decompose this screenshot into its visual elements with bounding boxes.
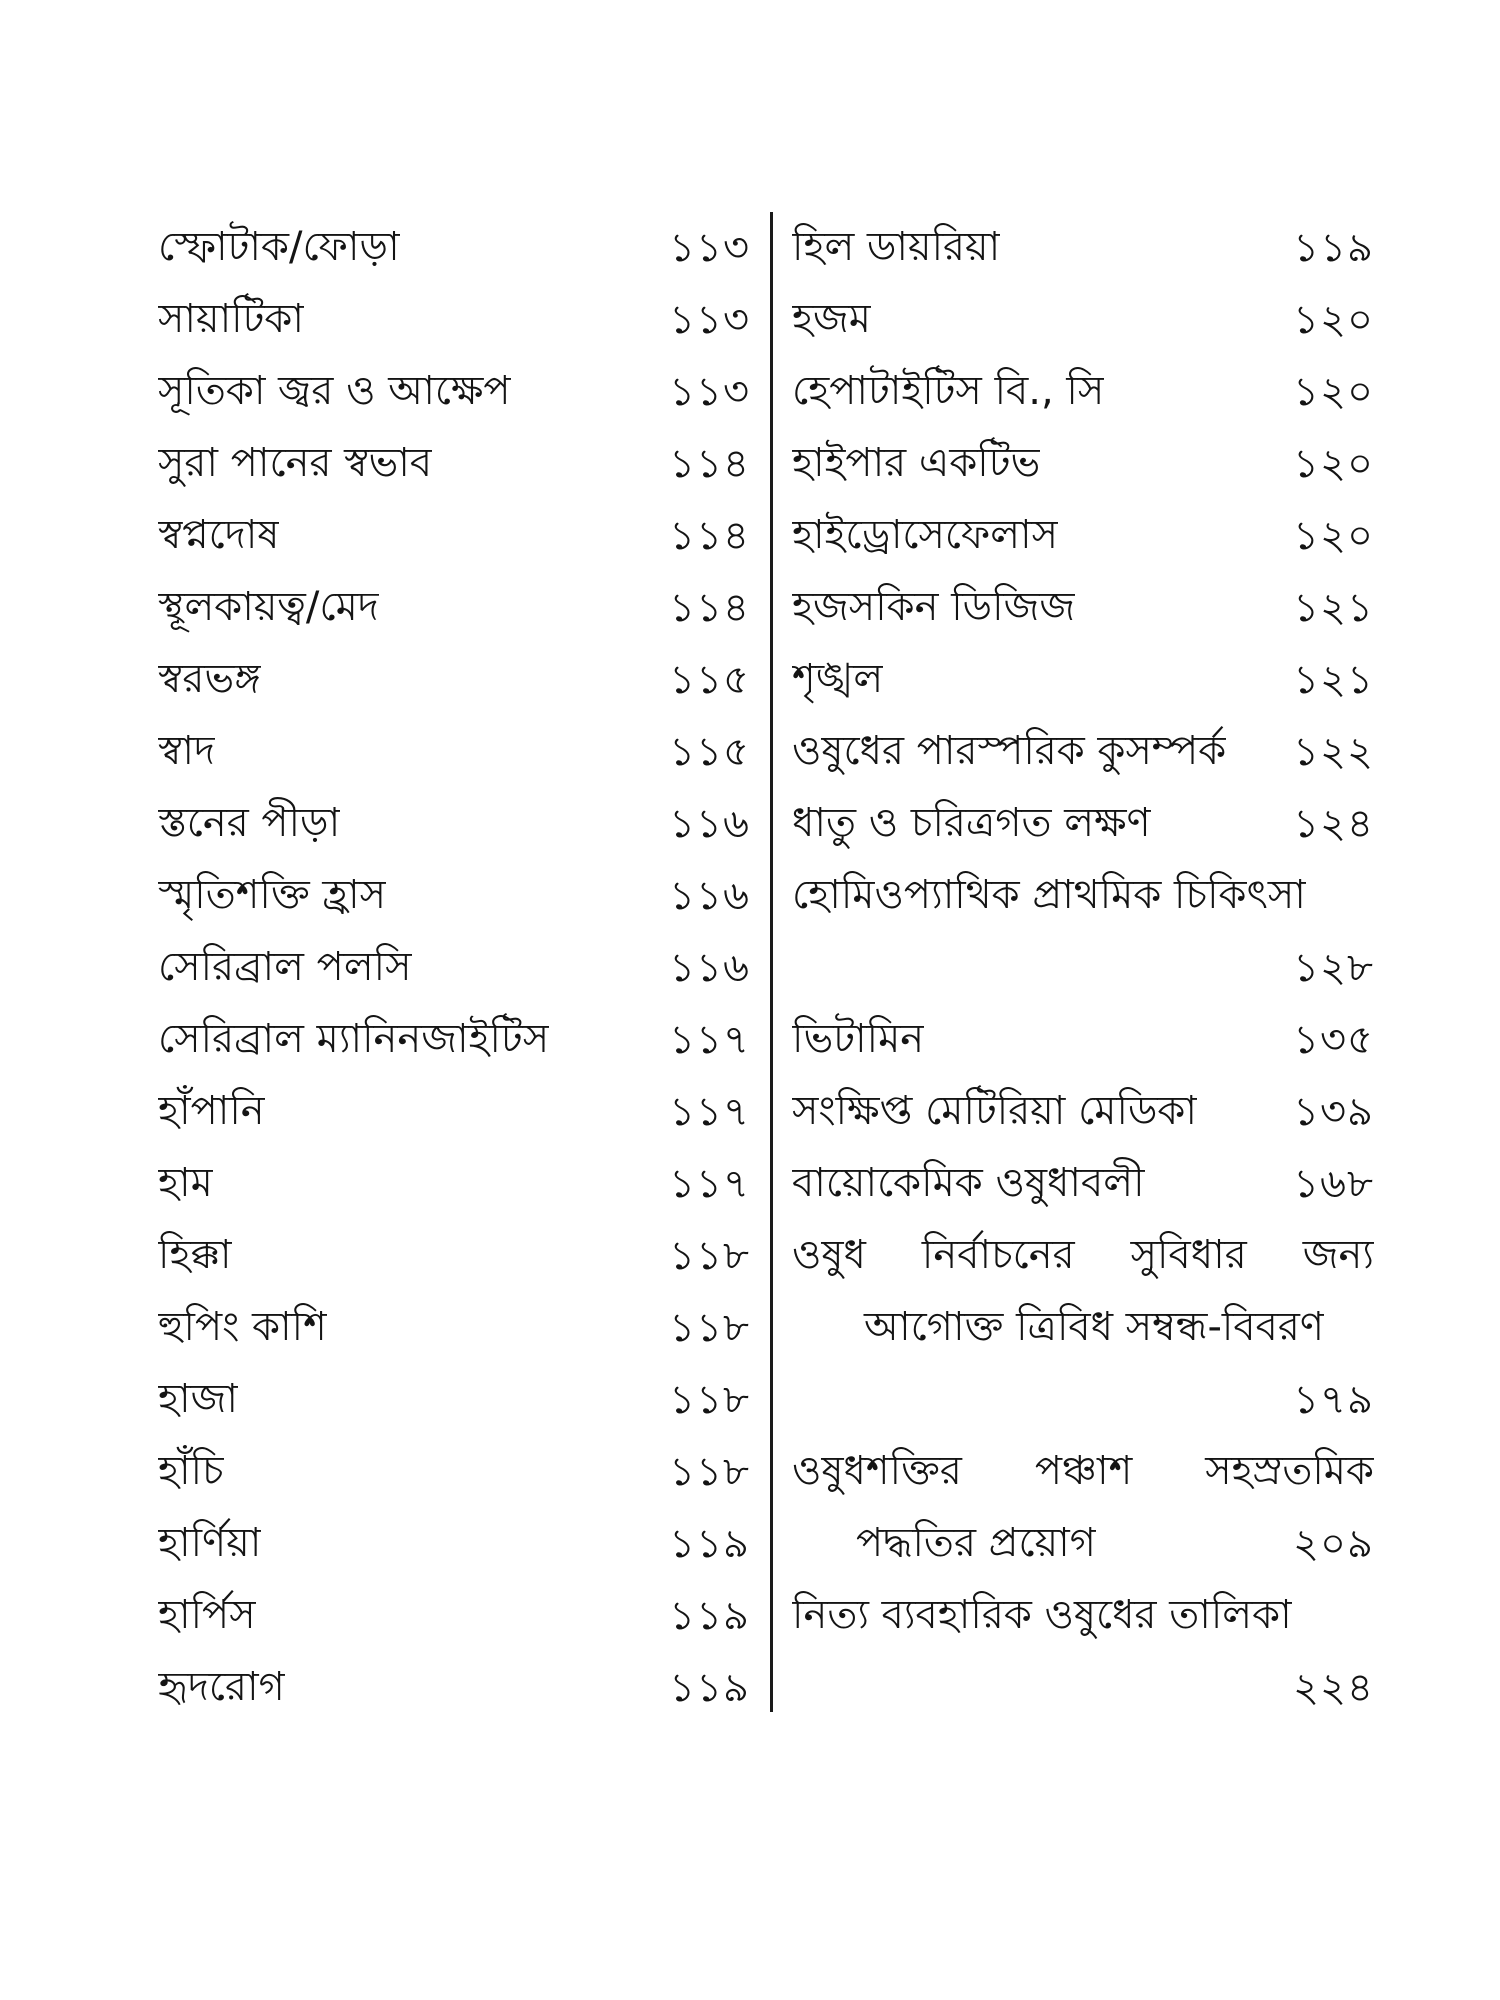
toc-entry-title: হাইড্রোসেফেলাস	[792, 511, 1059, 558]
toc-entry	[158, 1508, 750, 1580]
toc-entry-page-number: ১১৯	[1293, 225, 1374, 271]
toc-entry-page-number: ১৭৯	[1293, 1377, 1374, 1423]
toc-entry-title: হাঁপানি	[158, 1087, 265, 1134]
toc-entry-page-number: ১২০	[1293, 441, 1374, 487]
toc-entry	[792, 284, 1374, 356]
toc-entry-title: হাজা	[158, 1375, 238, 1422]
toc-entry-page-number: ১৩৯	[1293, 1089, 1374, 1135]
toc-entry	[158, 1436, 750, 1508]
toc-entry-page-number: ১১৭	[669, 1017, 750, 1063]
toc-left-column	[158, 212, 750, 1724]
toc-entry	[792, 1580, 1374, 1652]
toc-entry-page-number: ১১৩	[669, 297, 750, 343]
toc-entry	[792, 1076, 1374, 1148]
toc-entry-title: নিত্য ব্যবহারিক ওষুধের তালিকা	[792, 1591, 1292, 1638]
toc-entry	[792, 1220, 1374, 1292]
toc-entry-title: সংক্ষিপ্ত মেটিরিয়া মেডিকা	[792, 1087, 1197, 1134]
toc-entry-title: সেরিব্রাল পলসি	[158, 943, 412, 990]
toc-entry	[158, 356, 750, 428]
toc-entry-page-number: ১১৫	[669, 657, 750, 703]
toc-entry	[158, 500, 750, 572]
toc-entry	[792, 572, 1374, 644]
toc-entry	[158, 1004, 750, 1076]
toc-entry-page-number: ১১৪	[669, 585, 750, 631]
toc-entry-page-number: ১১৮	[669, 1377, 750, 1423]
toc-entry	[158, 284, 750, 356]
toc-entry-title: স্তনের পীড়া	[158, 799, 341, 846]
toc-entry-page-number: ২২৪	[1293, 1665, 1374, 1711]
toc-entry	[158, 788, 750, 860]
toc-entry	[792, 212, 1374, 284]
toc-entry	[158, 1148, 750, 1220]
toc-entry-title: স্মৃতিশক্তি হ্রাস	[158, 871, 387, 918]
toc-entry-title: হিল ডায়রিয়া	[792, 223, 1001, 270]
toc-entry-page-number: ১১৯	[669, 1665, 750, 1711]
toc-entry-title: সূতিকা জ্বর ও আক্ষেপ	[158, 367, 511, 414]
toc-entry	[792, 716, 1374, 788]
toc-entry	[158, 1220, 750, 1292]
toc-entry-page-number: ১১৮	[669, 1449, 750, 1495]
toc-entry-title: বায়োকেমিক ওষুধাবলী	[792, 1159, 1145, 1206]
toc-entry-page-number: ১১৮	[669, 1305, 750, 1351]
toc-entry-page-number: ১২৮	[1293, 945, 1374, 991]
toc-entry	[158, 1364, 750, 1436]
toc-entry-page-number: ১২১	[1293, 585, 1374, 631]
toc-entry-title: সেরিব্রাল ম্যানিনজাইটিস	[158, 1015, 550, 1062]
toc-entry-page-number: ১২৪	[1293, 801, 1374, 847]
toc-entry-page-number: ১১৭	[669, 1089, 750, 1135]
toc-entry-title: হাইপার একটিভ	[792, 439, 1041, 486]
toc-entry-page-number: ১১৬	[669, 945, 750, 991]
toc-entry	[158, 716, 750, 788]
toc-entry-title: ওষুধ নির্বাচনের সুবিধার জন্য	[792, 1231, 1374, 1278]
toc-entry-title: স্ফোটাক/ফোড়া	[158, 223, 400, 270]
toc-entry	[792, 1004, 1374, 1076]
toc-entry-title: হুপিং কাশি	[158, 1303, 327, 1350]
toc-entry-title: ওষুধশক্তির পঞ্চাশ সহস্রতমিক	[792, 1447, 1374, 1494]
toc-entry-page-number: ১১৩	[669, 369, 750, 415]
toc-entry	[158, 932, 750, 1004]
toc-entry	[158, 212, 750, 284]
toc-entry-title: হেপাটাইটিস বি., সি	[792, 367, 1105, 414]
toc-entry-title: হজসকিন ডিজিজ	[792, 583, 1076, 630]
toc-entry-page-number: ১১৬	[669, 801, 750, 847]
toc-entry	[792, 1652, 1374, 1724]
toc-entry-page-number: ১৩৫	[1293, 1017, 1374, 1063]
toc-entry	[792, 1292, 1374, 1364]
toc-entry-page-number: ১১৪	[669, 441, 750, 487]
toc-entry-title: স্থূলকায়ত্ব/মেদ	[158, 583, 379, 630]
toc-entry-page-number: ১১৯	[669, 1593, 750, 1639]
toc-entry-page-number: ১২০	[1293, 369, 1374, 415]
toc-entry-page-number: ১১৩	[669, 225, 750, 271]
toc-entry-title: স্বপ্নদোষ	[158, 511, 280, 558]
toc-entry	[792, 1508, 1374, 1580]
toc-entry	[792, 1364, 1374, 1436]
toc-entry-title: সুরা পানের স্বভাব	[158, 439, 433, 486]
toc-entry	[158, 1076, 750, 1148]
toc-entry-page-number: ২০৯	[1293, 1521, 1374, 1567]
toc-entry-title: সায়াটিকা	[158, 295, 305, 342]
toc-entry	[792, 788, 1374, 860]
toc-entry-title: হৃদরোগ	[158, 1663, 285, 1710]
toc-entry	[158, 860, 750, 932]
toc-entry	[158, 1580, 750, 1652]
toc-entry-title: হাম	[158, 1159, 213, 1206]
column-divider	[770, 212, 773, 1712]
toc-entry-page-number: ১১৯	[669, 1521, 750, 1567]
toc-entry-page-number: ১১৫	[669, 729, 750, 775]
toc-entry-title: হার্পিস	[158, 1591, 256, 1638]
toc-entry	[792, 644, 1374, 716]
toc-entry	[792, 1436, 1374, 1508]
toc-entry-title: আগোক্ত ত্রিবিধ সম্বন্ধ-বিবরণ	[864, 1303, 1325, 1350]
toc-entry	[792, 1148, 1374, 1220]
toc-entry-page-number: ১২২	[1293, 729, 1374, 775]
toc-entry-title: হিক্কা	[158, 1231, 232, 1278]
toc-entry-title: ওষুধের পারস্পরিক কুসম্পর্ক	[792, 727, 1227, 774]
toc-entry-title: হোমিওপ্যাথিক প্রাথমিক চিকিৎসা	[792, 871, 1306, 918]
toc-entry-title: ভিটামিন	[792, 1015, 925, 1062]
toc-entry-page-number: ১২১	[1293, 657, 1374, 703]
toc-entry-page-number: ১১৪	[669, 513, 750, 559]
toc-entry-title: হার্ণিয়া	[158, 1519, 262, 1566]
toc-entry-page-number: ১১৬	[669, 873, 750, 919]
toc-entry	[158, 572, 750, 644]
toc-entry	[792, 932, 1374, 1004]
toc-entry	[158, 1292, 750, 1364]
toc-entry-title: স্বরভঙ্গ	[158, 655, 261, 702]
toc-entry-title: হাঁচি	[158, 1447, 224, 1494]
toc-entry	[158, 428, 750, 500]
toc-entry	[792, 428, 1374, 500]
toc-entry	[792, 860, 1374, 932]
toc-entry	[792, 356, 1374, 428]
toc-entry	[158, 644, 750, 716]
toc-entry-page-number: ১১৭	[669, 1161, 750, 1207]
toc-entry-page-number: ১২০	[1293, 297, 1374, 343]
toc-entry-title: স্বাদ	[158, 727, 215, 774]
toc-right-column	[792, 212, 1374, 1724]
toc-entry-page-number: ১৬৮	[1293, 1161, 1374, 1207]
toc-entry	[792, 500, 1374, 572]
toc-entry	[158, 1652, 750, 1724]
toc-entry-title: শৃঙ্খল	[792, 655, 884, 702]
toc-entry-page-number: ১২০	[1293, 513, 1374, 559]
toc-entry-title: ধাতু ও চরিত্রগত লক্ষণ	[792, 799, 1151, 846]
toc-entry-title: পদ্ধতির প্রয়োগ	[856, 1519, 1096, 1566]
toc-entry-page-number: ১১৮	[669, 1233, 750, 1279]
toc-entry-title: হজম	[792, 295, 872, 342]
